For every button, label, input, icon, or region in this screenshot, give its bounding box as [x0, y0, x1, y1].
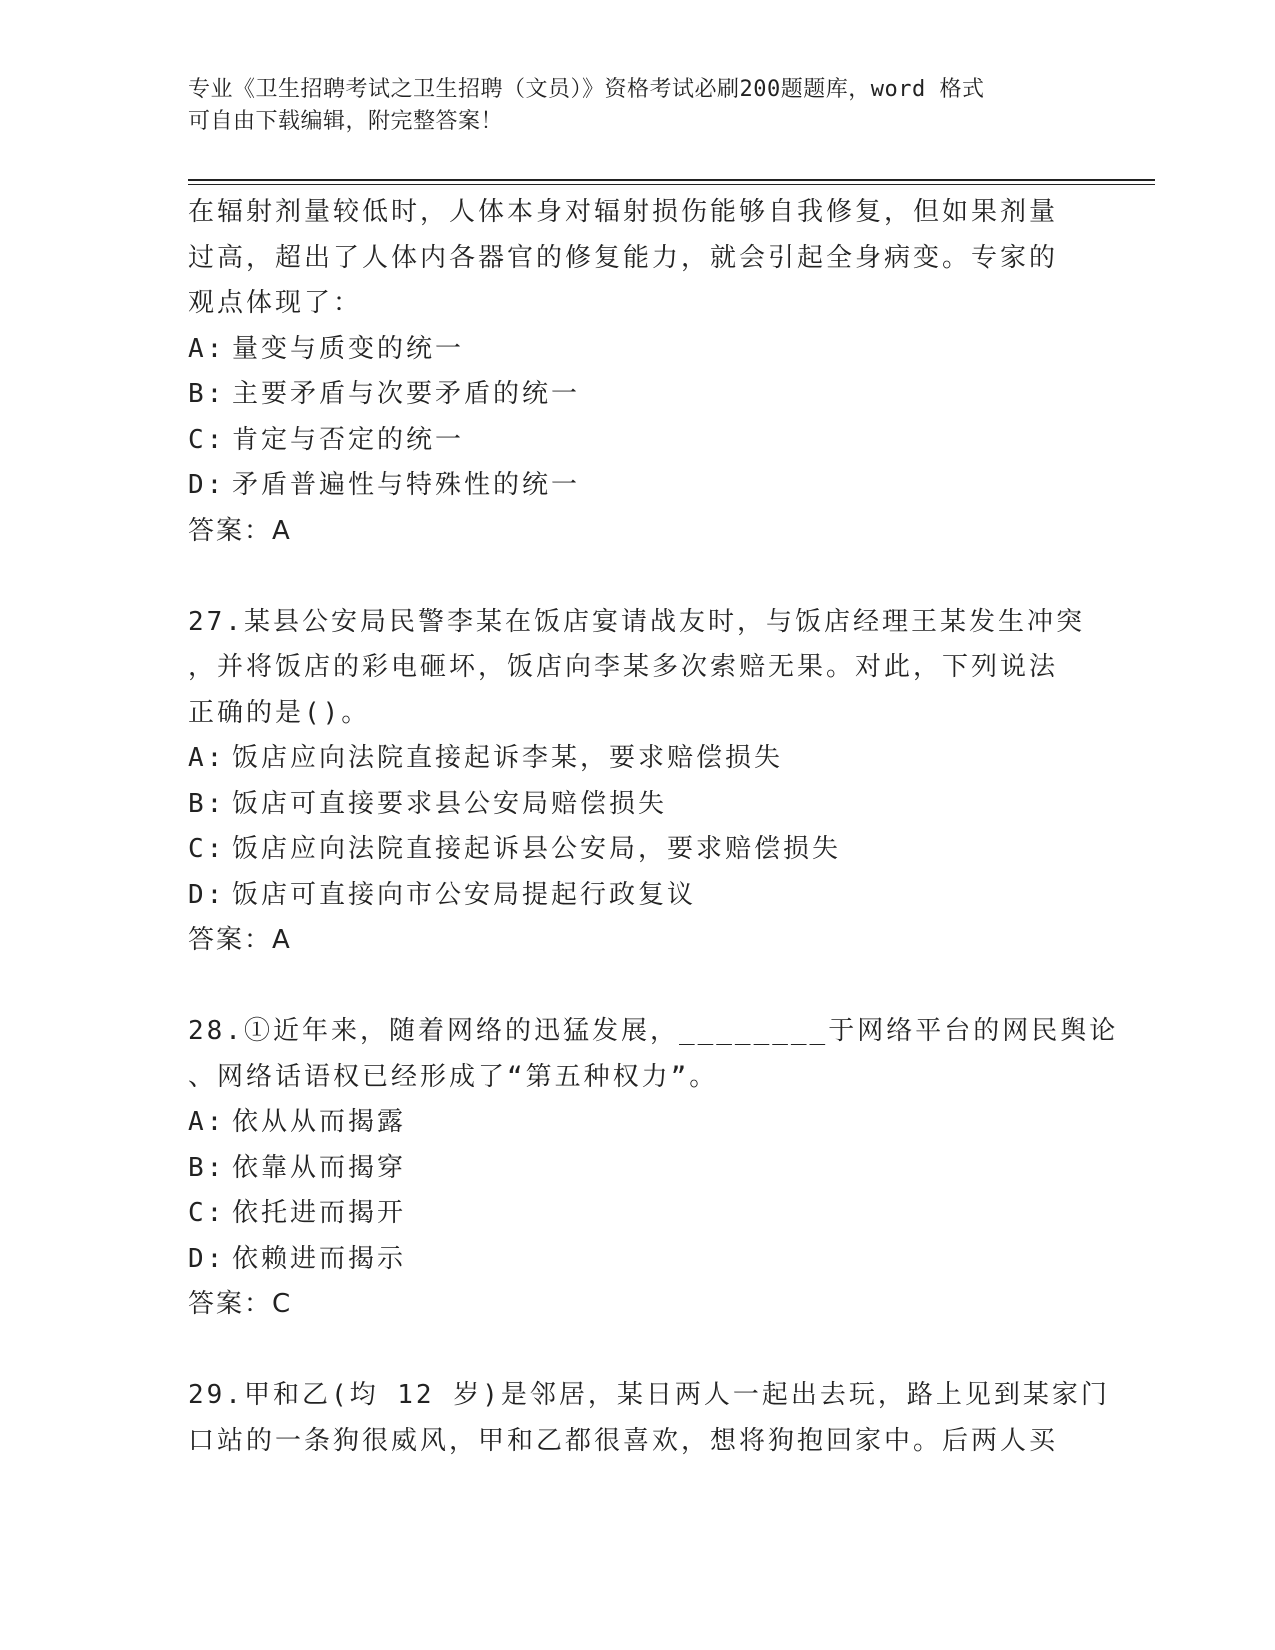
- option-label: A:: [188, 743, 226, 773]
- stem-suffix: 于网络平台的网民舆论: [828, 1016, 1119, 1046]
- fill-in-blank: ________: [678, 1016, 829, 1046]
- option-text: 饭店应向法院直接起诉李某，要求赔偿损失: [232, 743, 784, 773]
- question-stem-line: 、网络话语权已经形成了“第五种权力”。: [188, 1061, 719, 1092]
- option-label: B:: [188, 379, 226, 409]
- option-text: 主要矛盾与次要矛盾的统一: [232, 379, 581, 409]
- header-line-2: 可自由下载编辑，附完整答案！: [188, 109, 504, 134]
- option-text: 饭店可直接向市公安局提起行政复议: [232, 879, 697, 910]
- option-text: 依从从而揭露: [232, 1107, 407, 1137]
- question-27: [188, 600, 1088, 964]
- option-label: B:: [188, 788, 226, 819]
- option-c: [188, 1191, 1088, 1237]
- answer: 答案：A: [188, 925, 292, 955]
- answer: 答案：A: [188, 515, 292, 546]
- option-text: 量变与质变的统一: [232, 333, 465, 364]
- option-b: [188, 782, 1088, 828]
- option-text: 依靠从而揭穿: [232, 1152, 407, 1183]
- option-b: [188, 1146, 1088, 1192]
- question-stem-line: 29.甲和乙(均 12 岁)是邻居，某日两人一起出去玩，路上见到某家门: [188, 1380, 1110, 1410]
- option-a: [188, 327, 1088, 373]
- spacer: [188, 1328, 1088, 1374]
- option-d: [188, 463, 1088, 509]
- option-a: [188, 736, 1088, 782]
- spacer: [188, 554, 1088, 600]
- option-label: D:: [188, 470, 226, 500]
- option-text: 依托进而揭开: [232, 1198, 407, 1228]
- option-text: 依赖进而揭示: [232, 1243, 407, 1274]
- option-label: D:: [188, 1243, 226, 1274]
- option-text: 饭店可直接要求县公安局赔偿损失: [232, 788, 668, 819]
- document-header: [188, 74, 1068, 138]
- question-stem-line: 口站的一条狗很威风，甲和乙都很喜欢，想将狗抱回家中。后两人买: [188, 1425, 1059, 1456]
- answer: 答案：C: [188, 1289, 293, 1319]
- option-label: C:: [188, 424, 226, 455]
- question-26: [188, 190, 1088, 554]
- option-text: 矛盾普遍性与特殊性的统一: [232, 470, 581, 500]
- question-29: [188, 1373, 1110, 1464]
- question-stem-line: ，并将饭店的彩电砸坏，饭店向李某多次索赔无果。对此，下列说法: [188, 652, 1059, 682]
- question-stem-line: 在辐射剂量较低时，人体本身对辐射损伤能够自我修复，但如果剂量: [188, 197, 1059, 227]
- question-stem-line: 观点体现了：: [188, 288, 363, 318]
- question-stem-line: 正确的是()。: [188, 697, 371, 728]
- stem-prefix: 28.①近年来，随着网络的迅猛发展，: [188, 1016, 679, 1046]
- question-stem-line: 过高，超出了人体内各器官的修复能力，就会引起全身病变。专家的: [188, 242, 1059, 273]
- option-label: B:: [188, 1152, 226, 1183]
- option-text: 肯定与否定的统一: [232, 424, 465, 455]
- option-label: D:: [188, 879, 226, 910]
- question-stem-line: [188, 1009, 1119, 1055]
- option-label: C:: [188, 1198, 226, 1228]
- option-c: [188, 418, 1088, 464]
- option-text: 饭店应向法院直接起诉县公安局，要求赔偿损失: [232, 834, 842, 864]
- spacer: [188, 964, 1088, 1010]
- option-c: [188, 827, 1088, 873]
- option-d: [188, 873, 1088, 919]
- header-line-1: 专业《卫生招聘考试之卫生招聘（文员）》资格考试必刷200题题库，word 格式: [188, 77, 985, 102]
- question-stem-line: 27.某县公安局民警李某在饭店宴请战友时，与饭店经理王某发生冲突: [188, 606, 1085, 637]
- option-b: [188, 372, 1088, 418]
- option-label: C:: [188, 834, 226, 864]
- header-divider-thin: [188, 184, 1155, 185]
- option-d: [188, 1237, 1088, 1283]
- question-list: [188, 190, 1119, 1464]
- option-label: A:: [188, 333, 226, 364]
- option-a: [188, 1100, 1088, 1146]
- question-28: [188, 1009, 1119, 1328]
- option-label: A:: [188, 1107, 226, 1137]
- header-divider-thick: [188, 179, 1155, 181]
